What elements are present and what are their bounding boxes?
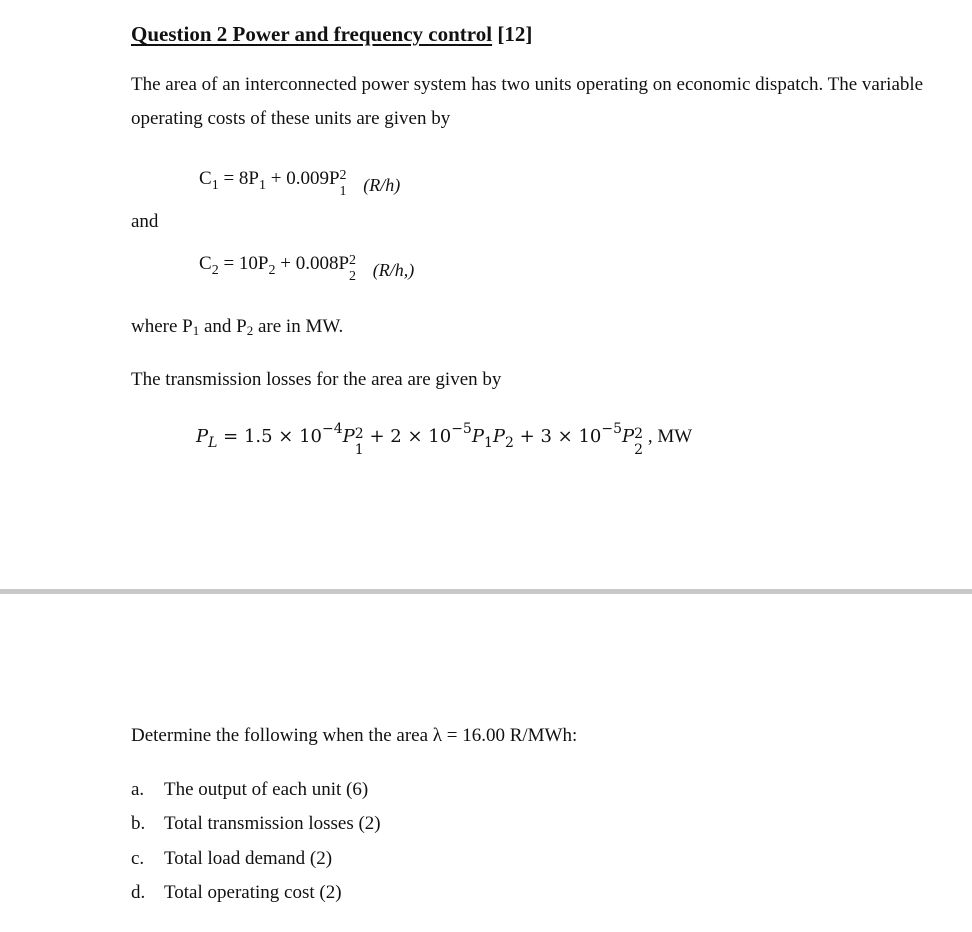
where-text-b-sub: 2 bbox=[246, 323, 254, 338]
losses-term-3-var-sup: 2 bbox=[634, 426, 644, 442]
losses-term-1-var: P bbox=[342, 426, 355, 447]
cost1-lhs: C bbox=[199, 168, 212, 189]
losses-term-3-exp: −5 bbox=[601, 421, 622, 437]
losses-term-3-var-sub: 2 bbox=[634, 442, 644, 458]
losses-lhs: P bbox=[196, 426, 209, 447]
list-item bbox=[131, 779, 368, 801]
cost1-lhs-sub: 1 bbox=[211, 178, 219, 193]
losses-term-1-var-sub: 1 bbox=[354, 442, 364, 458]
cost1-term-a: = 8P bbox=[218, 168, 259, 189]
cost2-lhs-sub: 2 bbox=[211, 263, 219, 278]
cost2-unit: (R/h,) bbox=[372, 260, 415, 280]
determine-text: Determine the following when the area λ = 16.00 R/MWh: bbox=[131, 725, 578, 746]
cost2-term-b-sup: 2 bbox=[349, 253, 357, 268]
where-text-c: are in MW. bbox=[253, 316, 344, 337]
cost2-term-b: + 0.008P bbox=[275, 253, 350, 274]
cost1-term-a-sub: 1 bbox=[258, 178, 266, 193]
losses-term-2-var2-sub: 2 bbox=[505, 435, 514, 451]
list-item bbox=[131, 813, 381, 835]
where-text-b: and P bbox=[199, 316, 247, 337]
cost2-term-a: = 10P bbox=[218, 253, 269, 274]
losses-term-1-exp: −4 bbox=[322, 421, 343, 437]
list-item-label: d. bbox=[131, 882, 146, 903]
list-item-label: c. bbox=[131, 848, 145, 869]
list-item-text: Total load demand (2) bbox=[164, 848, 333, 869]
where-text bbox=[131, 310, 343, 348]
cost1-unit: (R/h) bbox=[363, 175, 401, 195]
losses-lhs-sub: L bbox=[208, 435, 218, 451]
losses-term-1-coef: = 1.5 × 10 bbox=[217, 426, 323, 447]
list-item bbox=[131, 882, 342, 904]
question-marks: [12] bbox=[497, 22, 533, 46]
list-item-label: a. bbox=[131, 779, 145, 800]
list-item-label: b. bbox=[131, 813, 146, 834]
losses-term-1-var-sup: 2 bbox=[354, 426, 364, 442]
cost1-term-b-sub: 1 bbox=[339, 184, 347, 199]
question-title bbox=[131, 22, 532, 47]
losses-term-2-var1-sub: 1 bbox=[483, 435, 493, 451]
losses-term-2-var2: P bbox=[492, 426, 506, 447]
losses-text: The transmission losses for the area are given by bbox=[131, 369, 502, 390]
losses-term-2-var1: P bbox=[471, 426, 484, 447]
question-title-text: Question 2 Power and frequency control bbox=[131, 22, 493, 46]
losses-equation bbox=[196, 421, 693, 458]
page-divider bbox=[0, 589, 972, 594]
cost-equation-1 bbox=[199, 168, 401, 199]
intro-line-1: The area of an interconnected power system has two units operating on economic dispatch. The variable bbox=[131, 74, 924, 95]
intro-line-2: operating costs of these units are given by bbox=[131, 108, 451, 129]
losses-unit: , MW bbox=[643, 426, 693, 447]
cost1-term-b: + 0.009P bbox=[265, 168, 340, 189]
and-text: and bbox=[131, 211, 159, 232]
where-text-a: where P bbox=[131, 316, 193, 337]
losses-term-2-coef: + 2 × 10 bbox=[363, 426, 452, 447]
cost2-term-b-sub: 2 bbox=[349, 269, 357, 284]
list-item bbox=[131, 848, 332, 870]
losses-term-2-exp: −5 bbox=[451, 421, 472, 437]
losses-term-3-var: P bbox=[622, 426, 635, 447]
list-item-text: Total transmission losses (2) bbox=[164, 813, 381, 834]
list-item-text: Total operating cost (2) bbox=[164, 882, 342, 903]
cost1-term-b-sup: 2 bbox=[339, 168, 347, 183]
cost2-term-a-sub: 2 bbox=[268, 263, 276, 278]
where-text-a-sub: 1 bbox=[192, 323, 200, 338]
list-item-text: The output of each unit (6) bbox=[164, 779, 369, 800]
cost-equation-2 bbox=[199, 253, 415, 284]
losses-term-3-coef: + 3 × 10 bbox=[513, 426, 602, 447]
cost2-lhs: C bbox=[199, 253, 212, 274]
